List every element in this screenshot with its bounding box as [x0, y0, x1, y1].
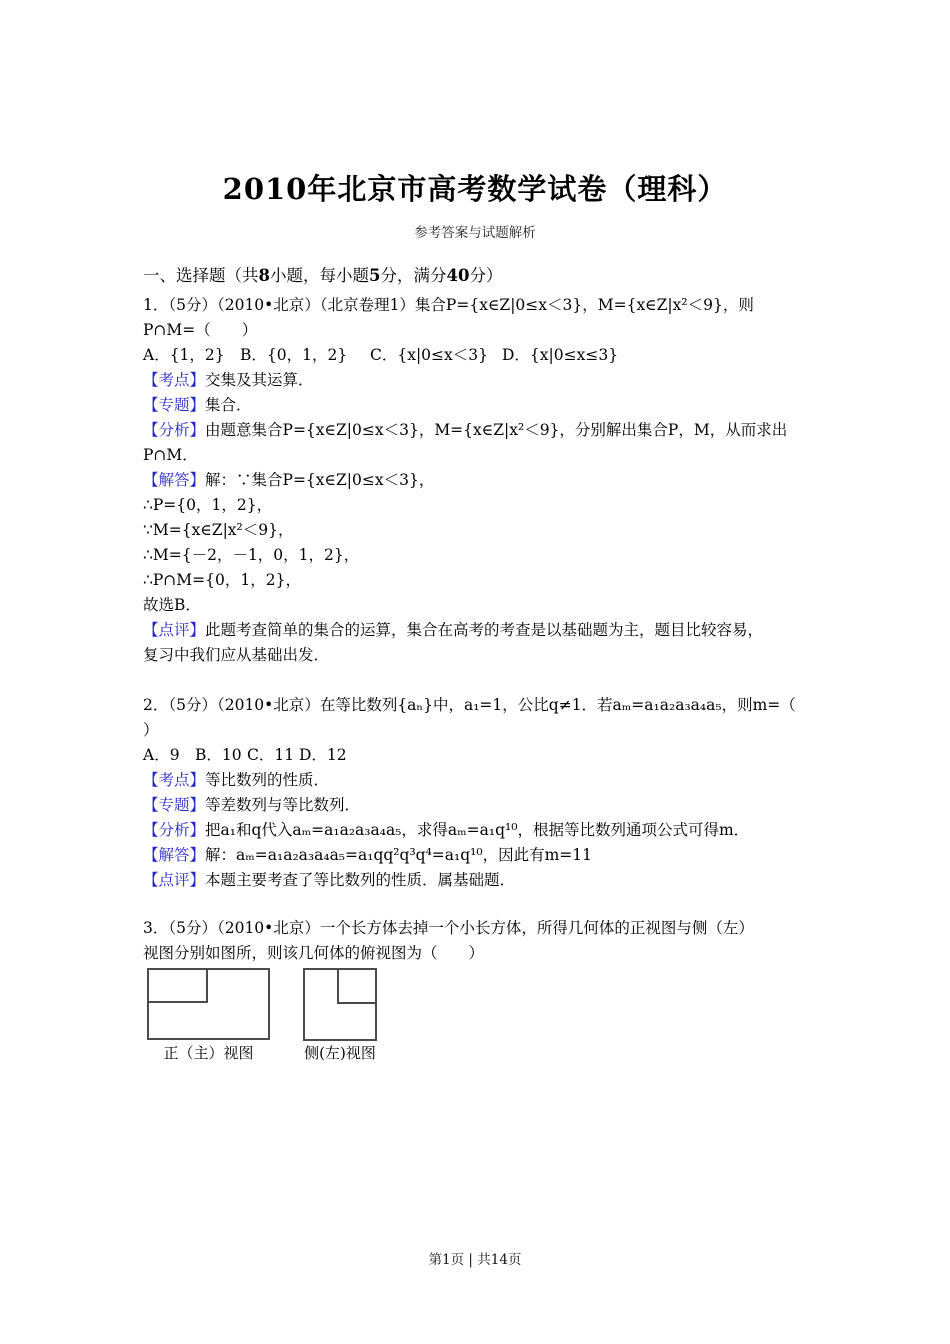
fenxi-label: 【分析】 — [143, 821, 206, 839]
q1-jieda-line — [143, 468, 843, 493]
q2-fenxi-line — [143, 818, 843, 843]
q3-stem-line2: 视图分别如图所，则该几何体的俯视图为（ ） — [143, 944, 485, 962]
dianping-label: 【点评】 — [143, 871, 206, 889]
q2-options — [143, 743, 843, 768]
section-heading — [143, 262, 502, 286]
q2-kaodian-text: 等比数列的性质． — [205, 771, 330, 789]
page-title: 2010年北京市高考数学试卷（理科） — [222, 172, 728, 206]
q1-fenxi-text: 由题意集合P={x∈Z|0≤x＜3}，M={x∈Z|x²＜9}，分别解出集合P，M，从而求出 — [205, 421, 788, 439]
q1-option-d: D．{x|0≤x≤3} — [502, 346, 619, 364]
q1-zhuanti-text: 集合． — [205, 396, 252, 414]
page-footer: 第1页 | 共14页 — [428, 1252, 522, 1268]
section-heading-part: 8 — [258, 266, 270, 285]
q2-jieda-line — [143, 843, 843, 868]
q3-stem-line1: 3．（5分）（2010•北京）一个长方体去掉一个小长方体，所得几何体的正视图与侧（左） — [143, 919, 754, 937]
section-heading-part: 一、选择题（共 — [143, 266, 259, 285]
kaodian-label: 【考点】 — [143, 771, 206, 789]
q1-solution-step: ∴M={－2，－1，0，1，2}， — [143, 546, 360, 564]
section-heading-part: 小题，每小题 — [269, 266, 369, 285]
q2-kaodian-line — [143, 768, 843, 793]
q2-option-d: D．12 — [299, 746, 347, 764]
q1-fenxi-line2: P∩M． — [143, 446, 198, 464]
q1-options — [143, 343, 843, 368]
q1-zhuanti-line — [143, 393, 843, 418]
q2-zhuanti-text: 等差数列与等比数列． — [205, 796, 361, 814]
q2-dianping-text: 本题主要考查了等比数列的性质．属基础题． — [205, 871, 516, 889]
side-view-notch — [337, 970, 375, 1004]
zhuanti-label: 【专题】 — [143, 396, 206, 414]
page-subtitle: 参考答案与试题解析 — [414, 225, 536, 241]
q2-stem-line1: 2．（5分）（2010•北京）在等比数列{aₙ}中，a₁=1，公比q≠1．若aₘ=a₁a₂a₃a₄a₅，则m=（ — [143, 696, 796, 714]
q2-jieda-text: 解：aₘ=a₁a₂a₃a₄a₅=a₁qq²q³q⁴=a₁q¹⁰，因此有m=11 — [205, 846, 592, 864]
side-view-label: 侧(左)视图 — [304, 1044, 376, 1062]
q1-dianping-text: 此题考查简单的集合的运算，集合在高考的考查是以基础题为主，题目比较容易， — [205, 621, 764, 639]
q1-kaodian-text: 交集及其运算． — [205, 371, 314, 389]
jieda-label: 【解答】 — [143, 846, 206, 864]
q2-fenxi-text: 把a₁和q代入aₘ=a₁a₂a₃a₄a₅，求得aₘ=a₁q¹⁰，根据等比数列通项公式可得m． — [205, 821, 750, 839]
q1-option-a: A．{1，2} — [143, 346, 225, 364]
q1-stem-line2: P∩M=（ ） — [143, 321, 258, 339]
question-2 — [143, 693, 843, 893]
q2-option-b: B．10 — [195, 746, 242, 764]
q1-dianping-line2: 复习中我们应从基础出发． — [143, 646, 330, 664]
q1-option-b: B．{0，1，2} — [240, 346, 348, 364]
q1-dianping-line1 — [143, 618, 843, 643]
q2-option-c: C．11 — [247, 746, 295, 764]
section-heading-part: 分） — [469, 266, 503, 285]
zhuanti-label: 【专题】 — [143, 796, 206, 814]
dianping-label: 【点评】 — [143, 621, 206, 639]
q1-jieda-text: 解：∵集合P={x∈Z|0≤x＜3}， — [205, 471, 435, 489]
section-heading-part: 40 — [446, 266, 470, 285]
fenxi-label: 【分析】 — [143, 421, 206, 439]
q1-kaodian-line — [143, 368, 843, 393]
q2-zhuanti-line — [143, 793, 843, 818]
kaodian-label: 【考点】 — [143, 371, 206, 389]
q1-solution-step: ∵M={x∈Z|x²＜9}， — [143, 521, 294, 539]
section-heading-part: 5 — [368, 266, 381, 285]
q2-option-a: A．9 — [143, 746, 180, 764]
section-heading-part: 分，满分 — [380, 266, 447, 285]
q1-solution-step: ∴P={0，1，2}， — [143, 496, 273, 514]
q2-dianping-line — [143, 868, 843, 893]
front-view-label: 正（主）视图 — [163, 1044, 254, 1062]
jieda-label: 【解答】 — [143, 471, 206, 489]
q1-solution-step: ∴P∩M={0，1，2}， — [143, 571, 301, 589]
question-1 — [143, 293, 843, 668]
question-3 — [143, 916, 843, 966]
q2-stem-line2: ） — [143, 721, 159, 739]
q1-stem-line1: 1．（5分）（2010•北京）（北京卷理1）集合P={x∈Z|0≤x＜3}，M={x∈Z|x²＜9}，则 — [143, 296, 754, 314]
q1-fenxi-line1 — [143, 418, 843, 443]
q1-solution-step: 故选B． — [143, 596, 201, 614]
q1-option-c: C．{x|0≤x＜3} — [370, 346, 488, 364]
front-view-notch — [149, 970, 208, 1003]
